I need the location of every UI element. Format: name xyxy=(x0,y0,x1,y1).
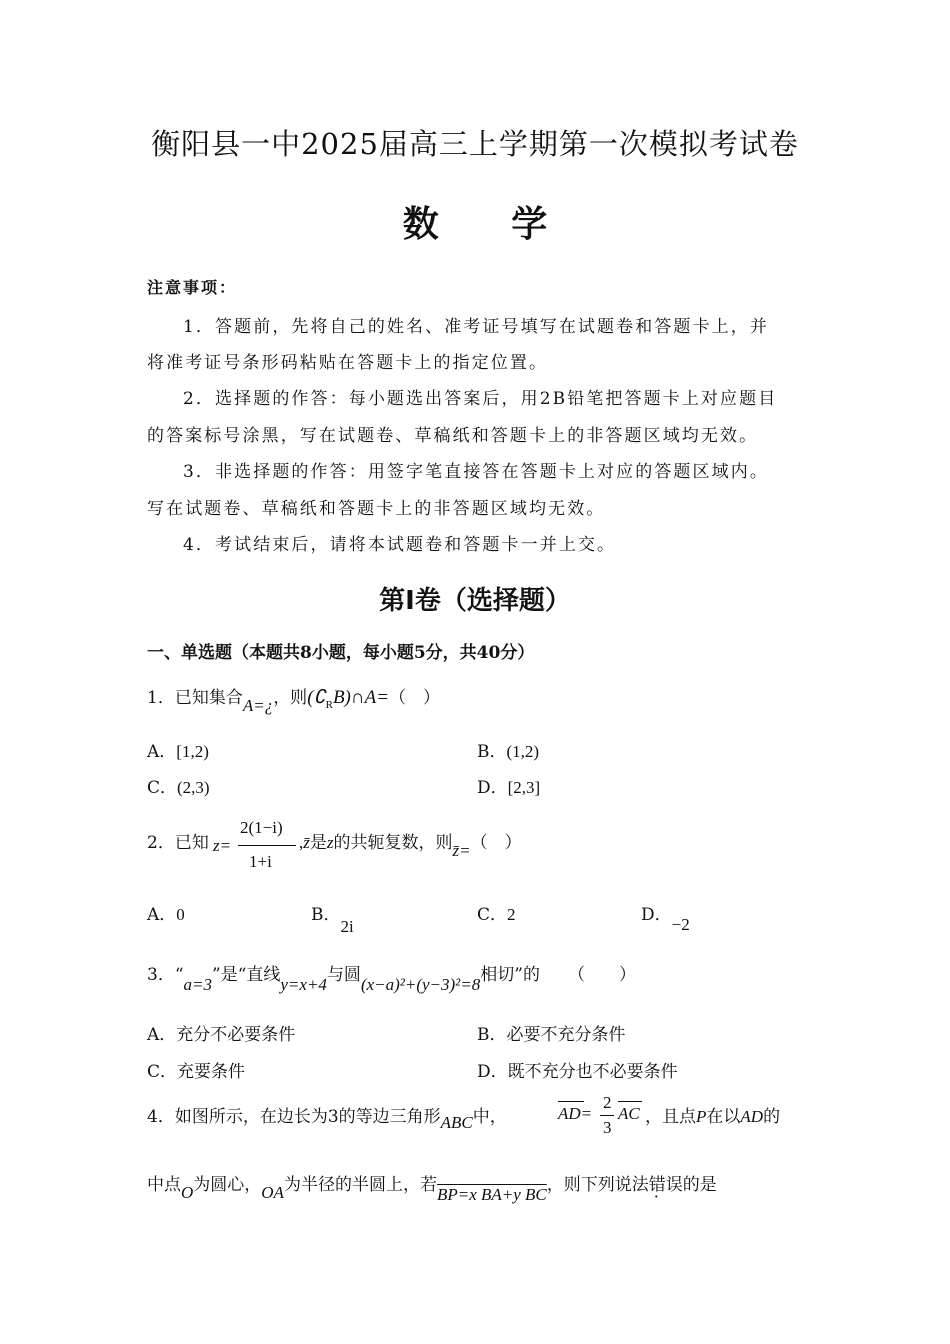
q3-option-a[interactable]: A．充分不必要条件 xyxy=(147,1025,296,1045)
q2-option-b[interactable]: B．2i xyxy=(311,905,354,936)
question-4-line-1b: ，且点P在以AD的 xyxy=(645,1107,781,1127)
q2-option-a[interactable]: A．0 xyxy=(147,905,185,925)
notice-heading: 注意事项： xyxy=(147,278,238,297)
notice-line-4: 的答案标号涂黑，写在试题卷、草稿纸和答题卡上的非答题区域均无效。 xyxy=(147,426,759,446)
q1-option-b[interactable]: B．(1,2) xyxy=(477,742,540,762)
q1-mid: ，则 xyxy=(273,688,308,708)
q3-option-b[interactable]: B．必要不充分条件 xyxy=(477,1025,626,1045)
q1-prefix: 1．已知集合 xyxy=(147,688,243,708)
part-heading: 一、单选题（本题共8小题，每小题5分，共40分） xyxy=(147,643,535,663)
q2-z-eq: z= xyxy=(213,836,232,855)
q1-option-d[interactable]: D．[2,3] xyxy=(477,778,541,798)
question-1 xyxy=(147,683,441,715)
q2-frac-den: 1+i xyxy=(249,852,272,871)
q1-option-c[interactable]: C．(2,3) xyxy=(147,778,210,798)
question-4-line-2: 中点O为圆心，OA为半径的半圆上，若BP=x BA+y BC，则下列说法错误的是 xyxy=(147,1175,717,1204)
question-3: 3．“a=3”是“直线y=x+4与圆(x−a)²+(y−3)²=8相切”的 （ ） xyxy=(147,965,636,994)
q2-text: ,z̄是z的共轭复数，则z̄=（ ） xyxy=(299,833,522,860)
q4-frac-den: 3 xyxy=(603,1118,612,1137)
question-2-prefix: 2．已知 xyxy=(147,833,209,853)
q4-ad-arrow xyxy=(558,1101,584,1102)
notice-line-1: 1．答题前，先将自己的姓名、准考证号填写在试题卷和答题卡上，并 xyxy=(183,317,769,337)
q1-paren: （ ） xyxy=(389,688,441,708)
question-4-line-1: 4．如图所示，在边长为3的等边三角形ABC中， xyxy=(147,1107,507,1132)
q1-set-a: A=¿ xyxy=(242,696,274,715)
q2-frac-bar xyxy=(238,845,296,846)
q4-ad-eq: AD= xyxy=(558,1104,593,1123)
q4-ac-arrow xyxy=(618,1101,642,1102)
q2-option-d[interactable]: D．−2 xyxy=(641,905,690,934)
q3-option-d[interactable]: D．既不充分也不必要条件 xyxy=(477,1062,678,1082)
section-title: 第Ⅰ卷（选择题） xyxy=(379,586,571,616)
q4-frac-num: 2 xyxy=(603,1093,612,1112)
subject-title: 数 学 xyxy=(402,204,578,245)
q3-option-c[interactable]: C．充要条件 xyxy=(147,1062,246,1082)
q1-option-a[interactable]: A．[1,2) xyxy=(147,742,209,762)
exam-title: 衡阳县一中2025届高三上学期第一次模拟考试卷 xyxy=(151,127,799,161)
q2-option-c[interactable]: C．2 xyxy=(477,905,516,925)
notice-line-3: 2．选择题的作答：每小题选出答案后，用2B铅笔把答题卡上对应题目 xyxy=(183,389,778,409)
notice-line-7: 4．考试结束后，请将本试题卷和答题卡一并上交。 xyxy=(183,535,617,555)
q4-frac-bar xyxy=(600,1115,614,1116)
notice-line-6: 写在试题卷、草稿纸和答题卡上的非答题区域均无效。 xyxy=(147,499,606,519)
q4-ac: AC xyxy=(618,1104,640,1123)
notice-line-2: 将准考证号条形码粘贴在答题卡上的指定位置。 xyxy=(147,353,549,373)
q2-frac-num: 2(1−i) xyxy=(240,818,283,837)
notice-line-5: 3．非选择题的作答：用签字笔直接答在答题卡上对应的答题区域内。 xyxy=(183,462,769,482)
q1-expr: $(∁_RB)\cap A=$ xyxy=(307,687,390,711)
